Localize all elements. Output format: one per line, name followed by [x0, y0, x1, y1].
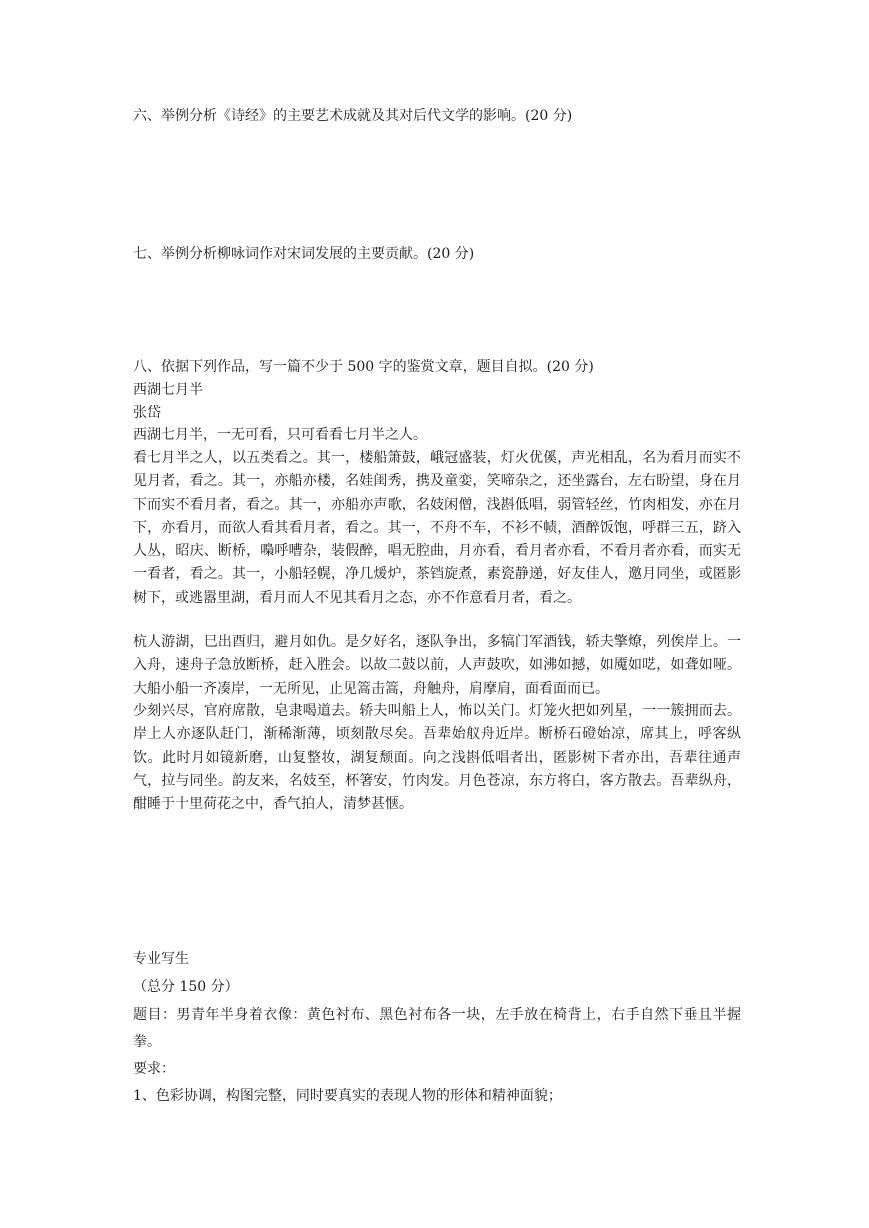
sketch-topic: 题目：男青年半身着衣像：黄色衬布、黑色衬布各一块，左手放在椅背上，右手自然下垂且半握拳。 — [133, 1007, 741, 1050]
sketch-requirement-1: 1、色彩协调，构图完整，同时要真实的表现人物的形体和精神面貌； — [133, 1088, 562, 1104]
question-8: 八、依据下列作品，写一篇不少于 500 字的鉴赏文章，题目自拟。(20 分) — [133, 359, 594, 375]
question-7: 七、举例分析柳咏词作对宋词发展的主要贡献。(20 分) — [133, 246, 475, 262]
essay-paragraph: 杭人游湖，巳出酉归，避月如仇。是夕好名，逐队争出，多犒门军酒钱，轿夫擎燎，列俟岸上。一入舟，速舟子急放断桥，赶入胜会。以故二鼓以前，人声鼓吹，如沸如撼，如魇如呓，如聋如哑。大船小船一齐凑岸，一无所见，止见篙击篙，舟触舟，肩摩肩，面看面而已。 — [133, 634, 741, 697]
essay-paragraph: 少刻兴尽，官府席散，皂隶喝道去。轿夫叫船上人，怖以关门。灯笼火把如列星，一一簇拥而去。岸上人亦逐队赶门，渐稀渐薄，顷刻散尽矣。吾辈始舣舟近岸。断桥石磴始凉，席其上，呼客纵饮。此时月如镜新磨，山复整妆，湖复颓面。向之浅斟低唱者出，匿影树下者亦出，吾辈往通声气，拉与同坐。韵友来，名妓至，杯箸安，竹肉发。月色苍凉，东方将白，客方散去。吾辈纵舟，酣睡于十里荷花之中，香气拍人，清梦甚惬。 — [133, 703, 741, 813]
sketch-total-score: （总分 150 分） — [133, 979, 239, 995]
question-6: 六、举例分析《诗经》的主要艺术成就及其对后代文学的影响。(20 分) — [133, 108, 573, 124]
sketch-requirements-label: 要求： — [133, 1061, 175, 1077]
essay-paragraph: 看七月半之人，以五类看之。其一，楼船箫鼓，峨冠盛装，灯火优傒，声光相乱，名为看月而实不见月者，看之。其一，亦船亦楼，名娃闺秀，携及童娈，笑啼杂之，还坐露台，左右盼望，身在月下而实不看月者，看之。其一，亦船亦声歌，名妓闲僧，浅斟低唱，弱管轻丝，竹肉相发，亦在月下，亦看月，而欲人看其看月者，看之。其一，不舟不车，不衫不帻，酒醉饭饱，呼群三五，跻入人丛，昭庆、断桥，嘄呼嘈杂，装假醉，唱无腔曲，月亦看，看月者亦看，不看月者亦看，而实无一看者，看之。其一，小船轻幌，净几煖炉，茶铛旋煮，素瓷静递，好友佳人，邀月同坐，或匿影树下，或逃嚣里湖，看月而人不见其看月之态，亦不作意看月者，看之。 — [133, 450, 741, 606]
essay-title: 西湖七月半 — [133, 382, 203, 398]
sketch-heading: 专业写生 — [133, 951, 189, 967]
essay-paragraph: 西湖七月半，一无可看，只可看看七月半之人。 — [133, 427, 427, 443]
essay-author: 张岱 — [133, 405, 161, 421]
